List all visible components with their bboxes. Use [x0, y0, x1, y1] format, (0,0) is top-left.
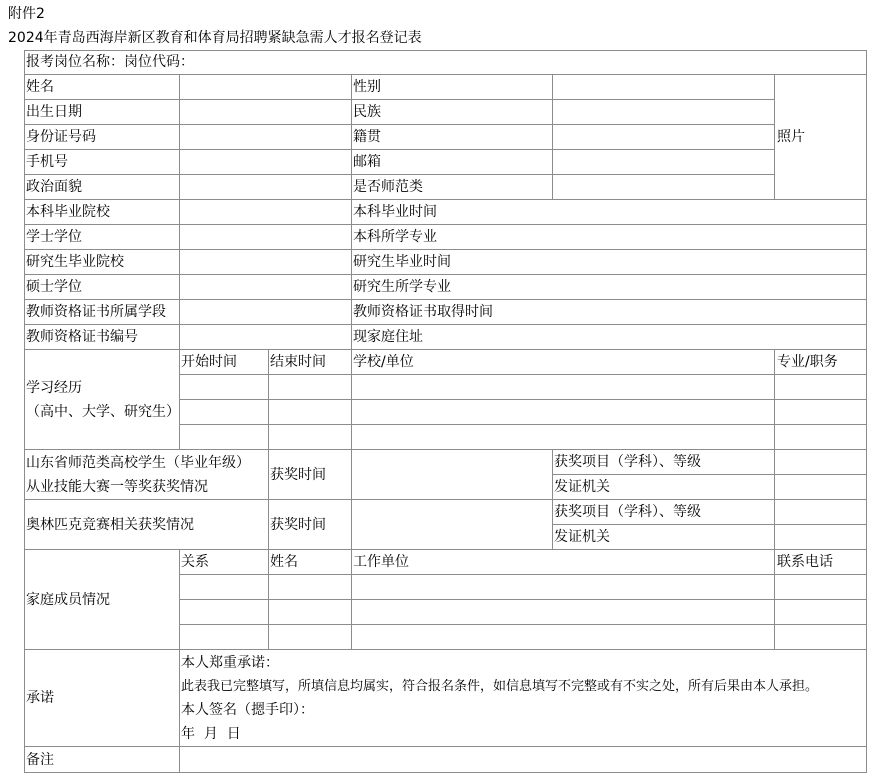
- grid-line: [24, 174, 775, 175]
- pledge-line-2: 此表我已完整填写，所填信息均属实，符合报名条件，如信息填写不完整或有不实之处，所有后果由本人承担。: [181, 679, 819, 694]
- family-members-label: 家庭成员情况: [26, 592, 110, 608]
- ethnicity-label: 民族: [353, 104, 381, 120]
- grid-line: [179, 424, 867, 425]
- grid-line: [179, 549, 180, 650]
- skills-issuer-label: 发证机关: [554, 479, 610, 495]
- grid-line: [179, 399, 867, 400]
- birth-date-label: 出生日期: [26, 104, 82, 120]
- page-title: 2024年青岛西海岸新区教育和体育局招聘紧缺急需人才报名登记表: [8, 30, 422, 46]
- gender-label: 性别: [353, 79, 381, 95]
- cert-time-label: 教师资格证书取得时间: [353, 304, 493, 320]
- grid-line: [179, 74, 180, 350]
- grid-line: [24, 74, 867, 75]
- grid-line: [24, 746, 867, 747]
- grid-line: [351, 349, 352, 450]
- pledge-signature: 本人签名（摁手印）：: [181, 702, 314, 718]
- undergrad-school-label: 本科毕业院校: [26, 204, 110, 220]
- master-degree-label: 硕士学位: [26, 279, 82, 295]
- grid-line: [552, 449, 553, 550]
- grid-line: [774, 449, 775, 550]
- grid-line: [24, 124, 775, 125]
- family-work-unit-header: 工作单位: [353, 554, 409, 570]
- grid-line: [24, 299, 867, 300]
- olympiad-award-label: 奥林匹克竞赛相关获奖情况: [26, 517, 194, 533]
- political-status-label: 政治面貌: [26, 179, 82, 195]
- undergrad-time-label: 本科毕业时间: [353, 204, 437, 220]
- grid-line: [179, 574, 867, 575]
- attachment-label: 附件2: [8, 6, 45, 22]
- grid-line: [24, 649, 867, 650]
- grid-line: [24, 249, 867, 250]
- family-relation-header: 关系: [181, 554, 209, 570]
- cert-level-label: 教师资格证书所属学段: [26, 304, 166, 320]
- grad-school-label: 研究生毕业院校: [26, 254, 124, 270]
- grid-line: [774, 74, 775, 200]
- olympiad-issuer-label: 发证机关: [554, 529, 610, 545]
- apply-position-label: 报考岗位名称：岗位代码：: [26, 54, 194, 70]
- id-number-label: 身份证号码: [26, 129, 96, 145]
- grid-line: [774, 349, 775, 450]
- remarks-label: 备注: [26, 752, 54, 768]
- native-place-label: 籍贯: [353, 129, 381, 145]
- grad-time-label: 研究生毕业时间: [353, 254, 451, 270]
- grid-line: [24, 349, 867, 350]
- olympiad-award-item-label: 获奖项目（学科）、等级: [554, 504, 701, 520]
- pledge-line-1: 本人郑重承诺：: [181, 655, 279, 671]
- grid-line: [866, 50, 867, 773]
- grid-line: [179, 349, 180, 450]
- grid-line: [24, 324, 867, 325]
- grid-line: [552, 524, 867, 525]
- grid-line: [179, 624, 867, 625]
- skills-award-label: 山东省师范类高校学生（毕业年级）: [26, 455, 250, 471]
- email-label: 邮箱: [353, 154, 381, 170]
- grid-line: [24, 549, 867, 550]
- grid-line: [351, 449, 352, 550]
- grid-line: [24, 50, 867, 51]
- grid-line: [179, 599, 867, 600]
- bachelor-degree-label: 学士学位: [26, 229, 82, 245]
- grad-major-label: 研究生所学专业: [353, 279, 451, 295]
- pledge-label: 承诺: [26, 690, 54, 706]
- grid-line: [24, 224, 867, 225]
- grid-line: [552, 74, 553, 200]
- grid-line: [24, 449, 867, 450]
- study-history-sublabel: （高中、大学、研究生）: [26, 404, 180, 420]
- grid-line: [24, 99, 775, 100]
- grid-line: [351, 549, 352, 650]
- photo-label: 照片: [777, 129, 805, 145]
- grid-line: [268, 449, 269, 550]
- grid-line: [268, 349, 269, 450]
- olympiad-award-time-label: 获奖时间: [270, 517, 326, 533]
- undergrad-major-label: 本科所学专业: [353, 229, 437, 245]
- grid-line: [24, 772, 867, 773]
- study-end-header: 结束时间: [270, 354, 326, 370]
- grid-line: [179, 649, 180, 773]
- study-school-header: 学校/单位: [353, 354, 414, 370]
- cert-number-label: 教师资格证书编号: [26, 329, 138, 345]
- study-history-label: 学习经历: [26, 380, 82, 396]
- phone-label: 手机号: [26, 154, 68, 170]
- skills-award-sublabel: 从业技能大赛一等奖获奖情况: [26, 479, 208, 495]
- skills-award-time-label: 获奖时间: [270, 467, 326, 483]
- grid-line: [24, 274, 867, 275]
- grid-line: [552, 474, 867, 475]
- grid-line: [24, 50, 25, 773]
- study-major-header: 专业/职务: [777, 354, 838, 370]
- grid-line: [268, 549, 269, 650]
- family-name-header: 姓名: [270, 554, 298, 570]
- grid-line: [24, 199, 867, 200]
- pledge-date: 年 月 日: [181, 726, 241, 742]
- home-address-label: 现家庭住址: [353, 329, 423, 345]
- name-label: 姓名: [26, 79, 54, 95]
- grid-line: [24, 149, 775, 150]
- skills-award-item-label: 获奖项目（学科）、等级: [554, 454, 701, 470]
- grid-line: [179, 374, 867, 375]
- is-normal-label: 是否师范类: [353, 179, 423, 195]
- family-phone-header: 联系电话: [777, 554, 833, 570]
- grid-line: [351, 74, 352, 350]
- grid-line: [774, 549, 775, 650]
- study-start-header: 开始时间: [181, 354, 237, 370]
- grid-line: [24, 499, 867, 500]
